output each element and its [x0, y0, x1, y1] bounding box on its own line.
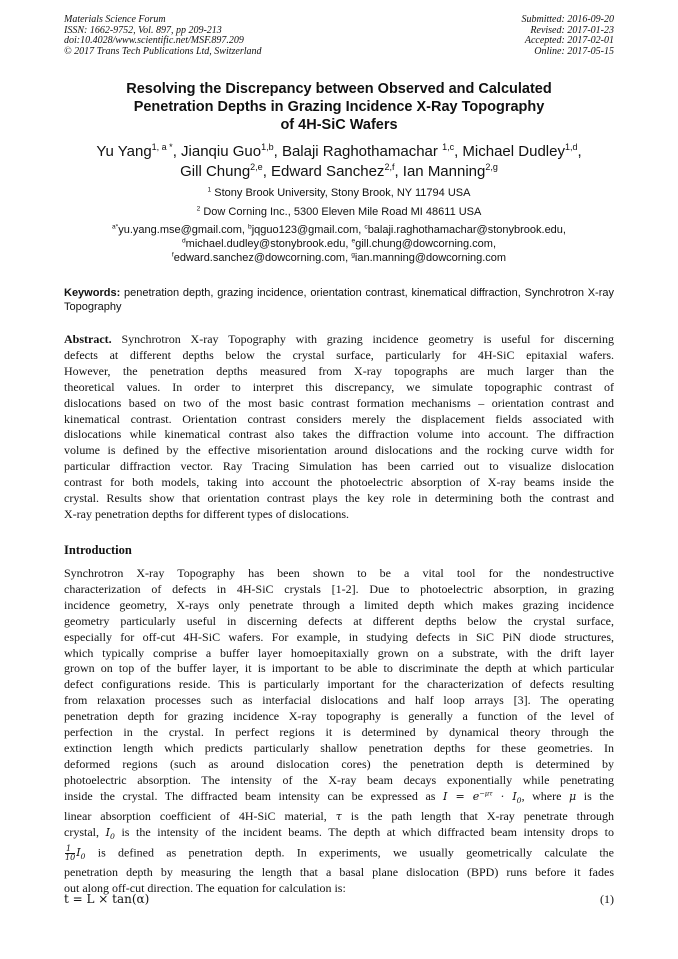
author-line: Yu Yang$^{1, a *}$, Jianqiu Guo$^{1,b}$, Balaji Raghothamachar $^{1,c}$, Michael Dudley$^{1,d}$, — [96, 142, 582, 160]
date-submitted: Submitted: 2016-09-20 — [521, 14, 614, 25]
journal-name: Materials Science Forum — [64, 14, 166, 25]
paper-title — [64, 80, 614, 134]
intro-text: , where — [521, 788, 562, 803]
author-affil-marker: 2,f — [384, 162, 395, 172]
intensity-equation: $I = e^{-\mu\tau} \cdot I_0$ — [443, 789, 522, 805]
email-address[interactable]: gill.chung@dowcorning.com, — [355, 237, 497, 250]
email-marker: d — [181, 237, 186, 245]
abstract-line: particular diffraction vector. Ray Tracing Simulation has been carried out to visualize dislocation — [64, 459, 614, 474]
keywords-text: penetration depth, grazing incidence, orientation contrast, kinematical diffraction, Synchrotron X-ray Topography — [64, 287, 614, 313]
email-address[interactable]: ian.manning@dowcorning.com — [354, 251, 507, 264]
email-marker: b — [248, 223, 252, 231]
email-marker: f — [171, 250, 174, 258]
author-list — [64, 142, 614, 182]
tau-symbol: τ — [335, 809, 342, 823]
title-line: Penetration Depths in Grazing Incidence X-Ray Topography — [133, 99, 545, 115]
affil-text: Dow Corning Inc., 5300 Eleven Mile Road MI 48611 USA — [203, 206, 482, 218]
one-tenth-fraction: $\frac{1}{10}$ — [65, 843, 76, 862]
introduction-body — [64, 566, 614, 897]
email-list — [64, 224, 614, 265]
author-name: Gill Chung — [180, 163, 251, 180]
email-address[interactable]: michael.dudley@stonybrook.edu, — [185, 237, 349, 250]
author-affil-marker: 2,e — [250, 162, 263, 172]
affil-number: 1 — [207, 186, 212, 194]
equation-formula: t = L × tan(α) — [64, 892, 150, 906]
author-name: Jianqiu Guo — [181, 143, 262, 160]
intro-line: photoelectric absorption. The intensity of the X-ray beam decays exponentially while penetrating — [64, 772, 614, 787]
journal-issn: ISSN: 1662-9752, Vol. 897, pp 209-213 — [64, 24, 222, 36]
email-line — [64, 238, 614, 252]
intro-line: Synchrotron X-ray Topography has been shown to be a vital tool for the nondestructive — [64, 566, 614, 580]
abstract-line: dislocations based on two of the most basic contrast formation mechanisms – orientation contrast and — [64, 395, 614, 410]
intro-text: crystal, — [64, 824, 99, 839]
intro-line: extinction length which predicts particularly shallow penetration depths for these geometries. In — [64, 740, 614, 755]
author-affil-marker: 1,d — [564, 142, 578, 152]
email-address[interactable]: balaji.raghothamachar@stonybrook.edu, — [367, 224, 566, 236]
author-name: Ian Manning — [402, 163, 486, 180]
title-line: Resolving the Discrepancy between Observed and Calculated — [126, 81, 552, 97]
intro-line — [64, 789, 614, 809]
date-revised: Revised: 2017-01-23 — [530, 24, 614, 36]
keywords-label: Keywords: — [64, 287, 121, 299]
affil-text: Stony Brook University, Stony Brook, NY 11794 USA — [214, 187, 471, 199]
email-line — [64, 252, 614, 266]
intro-line: out along off-cut direction. The equation for calculation is: — [64, 881, 346, 896]
email-marker: c — [364, 223, 368, 231]
intro-line: characterization of defects in 4H-SiC crystals [1-2]. Due to photoelectric absorption, in grazing — [64, 581, 614, 596]
affiliation-2 — [64, 205, 614, 219]
abstract-line: kinematical contrast. Orientation contrast considers merely the displacement fields associated with — [64, 411, 614, 426]
abstract-line: theoretical values. In order to interpret this discrepancy, we simulate topographic contrast of — [64, 379, 614, 394]
intro-line: especially for off-cut 4H-SiC wafers. For example, in studying defects in SiC PiN diode structures, — [64, 629, 614, 644]
journal-header — [64, 15, 262, 57]
author-line: Gill Chung$^{2,e}$, Edward Sanchez$^{2,f}$, Ian Manning$^{2,g}$ — [180, 162, 498, 180]
journal-copyright: © 2017 Trans Tech Publications Ltd, Switzerland — [64, 45, 262, 57]
abstract-line: dislocations while kinematical contrast also takes the diffraction volume into account. The diffraction — [64, 427, 614, 442]
intro-line: penetration depth for grazing incidence X-ray topography is generally a function of the level of — [64, 709, 614, 724]
intro-line: penetration depth by measuring the length that a basal plane dislocation (BPD) runs before it fades — [64, 865, 614, 880]
journal-doi: doi:10.4028/www.scientific.net/MSF.897.209 — [64, 35, 244, 47]
email-address[interactable]: jqguo123@gmail.com, — [251, 224, 362, 236]
abstract-line: contrast for both models, taking into account the photoelectric absorption of X-ray beams inside the — [64, 475, 614, 490]
intro-line: geometry particularly useful in discerning defects at different depths below the crystal surface, — [64, 613, 614, 628]
affiliation-1 — [64, 186, 614, 200]
author-affil-marker: 1, a * — [151, 142, 173, 152]
intro-line — [64, 809, 614, 825]
abstract-line: However, the penetration depths measured from X-ray topographs are much larger than the — [64, 363, 614, 378]
author-name: Balaji Raghothamachar — [281, 143, 438, 160]
abstract-text: Synchrotron X-ray Topography with grazing incidence geometry is useful for discerning — [121, 332, 615, 346]
intro-line: perfection in the crystal. In perfect regions it is determined by dynamical theory through the — [64, 725, 614, 740]
equation-number: (1) — [600, 892, 614, 906]
intro-line: from relaxation processes such as interfacial dislocations and half loop arrays [3]. The operating — [64, 693, 614, 708]
email-marker: a* — [112, 223, 119, 231]
intro-line — [64, 845, 614, 865]
abstract-label: Abstract. — [64, 332, 112, 346]
date-accepted: Accepted: 2017-02-01 — [524, 35, 614, 47]
intro-line — [64, 825, 614, 845]
intro-line: which typically comprise a buffer layer homoepitaxially grown on a substrate, with the drift layer — [64, 645, 614, 660]
intro-line: deformed regions (such as around dislocation cores) the penetration depth is determined by — [64, 756, 614, 771]
email-marker: g — [351, 250, 355, 258]
abstract-line: volume is defined by the effective misorientation around dislocations and the rocking curve width for — [64, 443, 614, 458]
email-marker: e — [351, 237, 356, 245]
intro-text: is the — [583, 788, 615, 803]
intro-text: inside the crystal. The diffracted beam intensity can be expressed as — [64, 788, 436, 803]
intro-line: defect configurations reside. This is particularly important for the characterization of defects resulting — [64, 677, 614, 692]
affil-number: 2 — [196, 205, 201, 213]
intro-text: is defined as penetration depth. In experiments, we usually geometrically calculate the — [97, 845, 614, 860]
abstract-line: crystal. Results show that orientation contrast plays the key role in determining both the contrast and — [64, 491, 614, 506]
i0-symbol: $I_0$ — [105, 825, 115, 841]
abstract — [64, 332, 614, 523]
intro-text: is the intensity of the incident beams. The depth at which diffracted beam intensity drops to — [121, 824, 615, 839]
author-name: Yu Yang — [96, 143, 152, 160]
intro-text: linear absorption coefficient of 4H-SiC material, — [64, 808, 327, 823]
introduction-heading: Introduction — [64, 543, 132, 557]
abstract-line — [64, 332, 614, 348]
email-line — [64, 224, 614, 238]
i0-symbol: $I_0$ — [76, 846, 86, 862]
email-address[interactable]: edward.sanchez@dowcorning.com, — [173, 251, 349, 264]
abstract-line: defects at different depths below the crystal surface, particularly for 4H-SiC epitaxial wafers. — [64, 347, 614, 362]
abstract-line: X-ray penetration depths for different types of dislocations. — [64, 506, 350, 521]
intro-text: is the path length that X-ray penetrate through — [350, 808, 615, 823]
mu-symbol: μ — [569, 789, 577, 803]
intro-line: incidence geometry, X-rays only penetrate through a limited depth which makes grazing incidence — [64, 597, 614, 612]
author-name: Edward Sanchez — [271, 163, 385, 180]
email-address[interactable]: yu.yang.mse@gmail.com, — [118, 224, 245, 236]
author-name: Michael Dudley — [462, 143, 565, 160]
keywords — [64, 286, 614, 314]
intro-line: grown on top of the buffer layer, it is important to be able to discriminate the depth at which particular — [64, 661, 614, 676]
title-line: of 4H-SiC Wafers — [280, 117, 398, 133]
date-online: Online: 2017-05-15 — [534, 45, 614, 57]
author-affil-marker: 2,g — [485, 162, 498, 172]
dates-header — [522, 15, 615, 57]
author-affil-marker: 1,b — [261, 142, 274, 152]
author-affil-marker: 1,c — [442, 142, 455, 152]
